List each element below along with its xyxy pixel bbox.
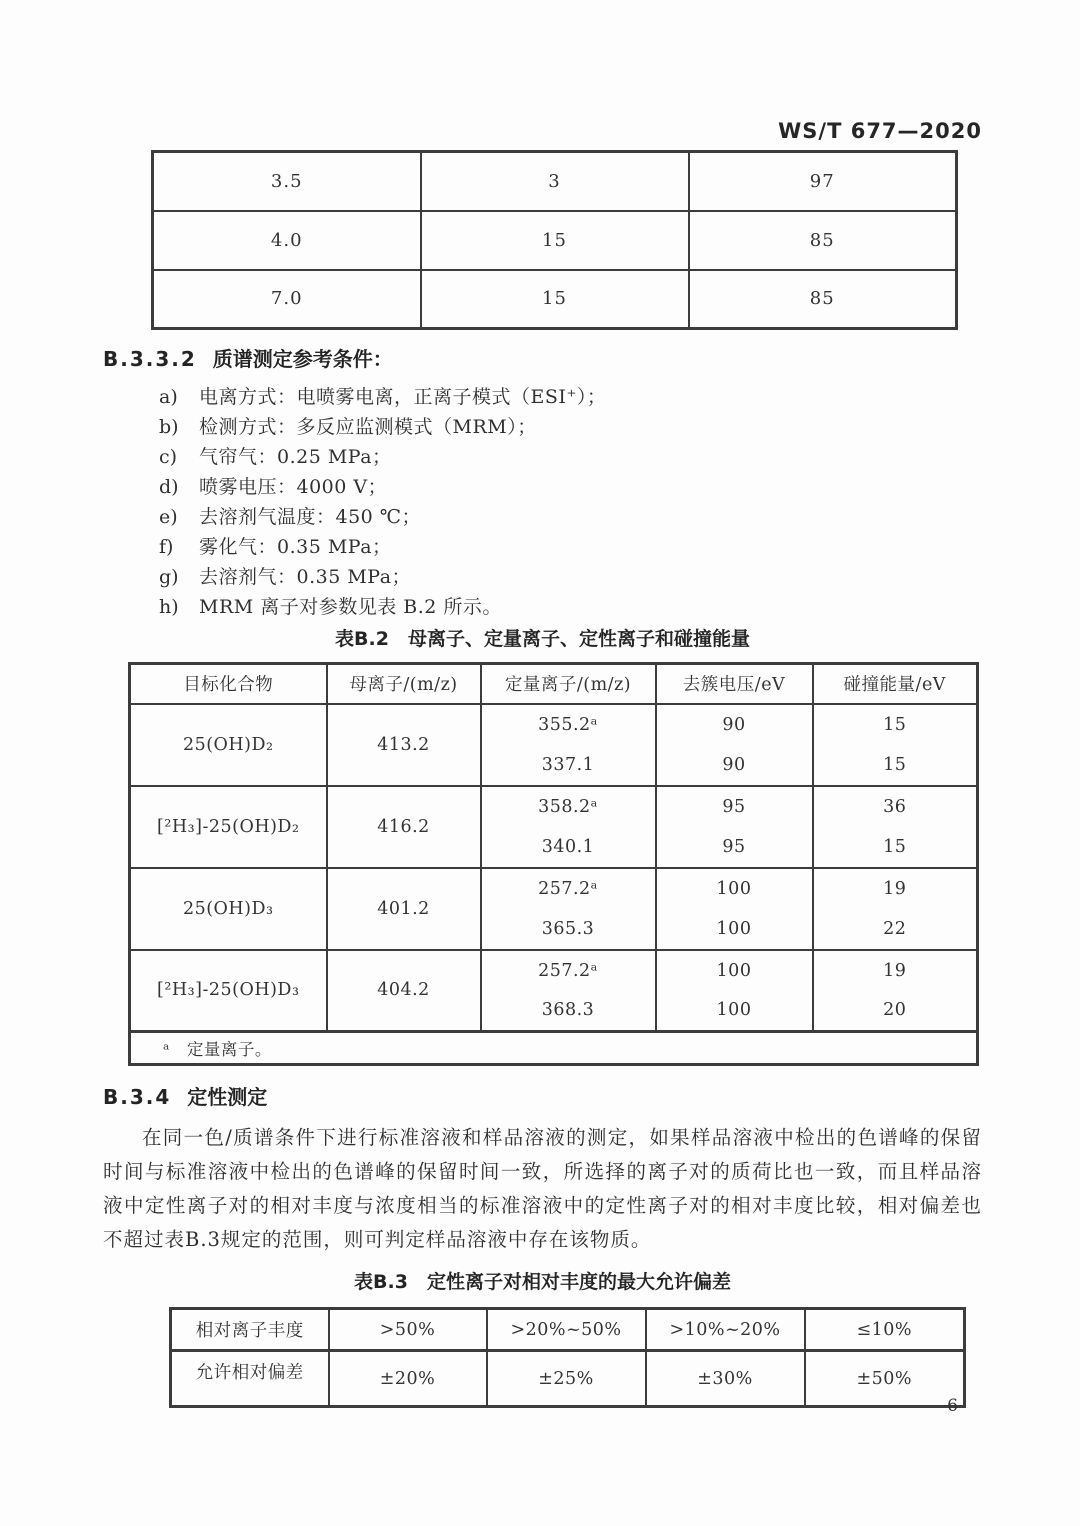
table-header-row (130, 664, 978, 704)
list-item-text: 去溶剂气温度：450 ℃； (199, 506, 422, 528)
body-paragraph: 在同一色/质谱条件下进行标准溶液和样品溶液的测定，如果样品溶液中检出的色谱峰的保留时间与标准溶液中检出的色谱峰的保留时间一致，所选择的离子对的质荷比也一致，而且样品溶液中定性离子对的相对丰度与浓度相当的标准溶液中的定性离子对的相对丰度比较，相对偏差也不超过表B.3规定的范围，则可判定样品溶液中存在该物质。 (103, 1126, 982, 1251)
list-item-label: h) (159, 596, 179, 618)
cell-percent-a: 3 (421, 152, 689, 211)
deviation-cell: ±50% (805, 1351, 965, 1407)
list-item-label: g) (159, 566, 179, 588)
list-item (159, 385, 982, 410)
section-number: B.3.4 (103, 1085, 172, 1109)
table-row (130, 950, 978, 991)
list-item-label: f) (159, 536, 174, 558)
ce-cell: 22 (813, 909, 978, 950)
quant-ion-cell: 358.2ᵃ (481, 786, 656, 827)
list-item (159, 595, 982, 620)
parent-ion-cell: 413.2 (327, 704, 481, 786)
list-item (159, 445, 982, 470)
section-title: 质谱测定参考条件： (212, 347, 393, 371)
deviation-cell: ±20% (329, 1351, 487, 1407)
list-item (159, 475, 982, 500)
parent-ion-cell: 401.2 (327, 868, 481, 950)
table-b3 (169, 1307, 966, 1408)
dp-cell: 100 (656, 909, 813, 950)
dp-cell: 100 (656, 868, 813, 909)
list-item-text: 去溶剂气：0.35 MPa； (199, 566, 412, 588)
row-label: 允许相对偏差 (171, 1351, 329, 1407)
cell-time: 4.0 (153, 211, 421, 270)
list-item (159, 565, 982, 590)
header-compound: 目标化合物 (130, 664, 327, 704)
parent-ion-cell: 416.2 (327, 786, 481, 868)
standard-number: WS/T 677—2020 (778, 119, 982, 143)
dp-cell: 95 (656, 786, 813, 827)
table-row (130, 786, 978, 827)
list-item-label: e) (159, 506, 178, 528)
page-number: 6 (947, 1396, 958, 1416)
dp-cell: 90 (656, 704, 813, 745)
table-b2 (128, 662, 979, 1066)
list-item-text: 电离方式：电喷雾电离，正离子模式（ESI⁺）； (199, 386, 607, 408)
ce-cell: 15 (813, 745, 978, 786)
list-item-label: b) (159, 416, 179, 438)
list-item-text: 雾化气：0.35 MPa； (199, 536, 392, 558)
list-item-label: a) (159, 386, 178, 408)
ce-cell: 19 (813, 950, 978, 991)
header-collision-energy: 碰撞能量/eV (813, 664, 978, 704)
quant-ion-cell: 337.1 (481, 745, 656, 786)
table-row (153, 270, 957, 329)
ce-cell: 19 (813, 868, 978, 909)
list-item (159, 415, 982, 440)
quant-ion-cell: 257.2ᵃ (481, 950, 656, 991)
quant-ion-cell: 365.3 (481, 909, 656, 950)
row-label: 相对离子丰度 (171, 1309, 329, 1351)
list-item (159, 505, 982, 530)
quant-ion-cell: 257.2ᵃ (481, 868, 656, 909)
cell-percent-b: 97 (689, 152, 957, 211)
compound-cell: 25(OH)D₂ (130, 704, 327, 786)
ce-cell: 15 (813, 704, 978, 745)
list-item (159, 535, 982, 560)
compound-cell: [²H₃]-25(OH)D₃ (130, 950, 327, 1032)
dp-cell: 90 (656, 745, 813, 786)
deviation-cell: ±25% (487, 1351, 646, 1407)
quant-ion-cell: 355.2ᵃ (481, 704, 656, 745)
gradient-table (151, 150, 958, 330)
table-footnote: ᵃ 定量离子。 (130, 1032, 978, 1065)
dp-cell: 95 (656, 827, 813, 868)
table-b2-caption: 表B.2 母离子、定量离子、定性离子和碰撞能量 (335, 628, 750, 650)
header-quant-ion: 定量离子/(m/z) (481, 664, 656, 704)
ce-cell: 15 (813, 827, 978, 868)
cell-percent-a: 15 (421, 211, 689, 270)
compound-cell: 25(OH)D₃ (130, 868, 327, 950)
parent-ion-cell: 404.2 (327, 950, 481, 1032)
section-heading-b34 (103, 1084, 982, 1110)
condition-list (159, 385, 982, 620)
deviation-cell: ±30% (646, 1351, 805, 1407)
header-declustering-potential: 去簇电压/eV (656, 664, 813, 704)
section-title: 定性测定 (187, 1085, 268, 1109)
header-parent-ion: 母离子/(m/z) (327, 664, 481, 704)
table-row (130, 868, 978, 909)
section-number: B.3.3.2 (103, 347, 197, 371)
abundance-range-cell: >10%~20% (646, 1309, 805, 1351)
abundance-range-cell: ≤10% (805, 1309, 965, 1351)
abundance-range-cell: >20%~50% (487, 1309, 646, 1351)
doc-header (103, 118, 982, 144)
table-b3-caption: 表B.3 定性离子对相对丰度的最大允许偏差 (354, 1271, 731, 1293)
compound-cell: [²H₃]-25(OH)D₂ (130, 786, 327, 868)
table-row (171, 1351, 965, 1407)
list-item-text: 气帘气：0.25 MPa； (199, 446, 392, 468)
table-row (130, 704, 978, 745)
list-item-label: d) (159, 476, 179, 498)
dp-cell: 100 (656, 950, 813, 991)
list-item-text: 检测方式：多反应监测模式（MRM）； (199, 416, 537, 438)
quant-ion-cell: 340.1 (481, 827, 656, 868)
cell-time: 3.5 (153, 152, 421, 211)
table-row (153, 211, 957, 270)
quant-ion-cell: 368.3 (481, 991, 656, 1032)
cell-percent-b: 85 (689, 270, 957, 329)
table-row (171, 1309, 965, 1351)
dp-cell: 100 (656, 991, 813, 1032)
cell-time: 7.0 (153, 270, 421, 329)
section-heading-b332 (103, 346, 982, 372)
footnote-row (130, 1032, 978, 1065)
cell-percent-b: 85 (689, 211, 957, 270)
list-item-label: c) (159, 446, 178, 468)
list-item-text: MRM 离子对参数见表 B.2 所示。 (199, 596, 502, 618)
abundance-range-cell: >50% (329, 1309, 487, 1351)
ce-cell: 20 (813, 991, 978, 1032)
list-item-text: 喷雾电压：4000 V； (199, 476, 388, 498)
table-row (153, 152, 957, 211)
cell-percent-a: 15 (421, 270, 689, 329)
ce-cell: 36 (813, 786, 978, 827)
